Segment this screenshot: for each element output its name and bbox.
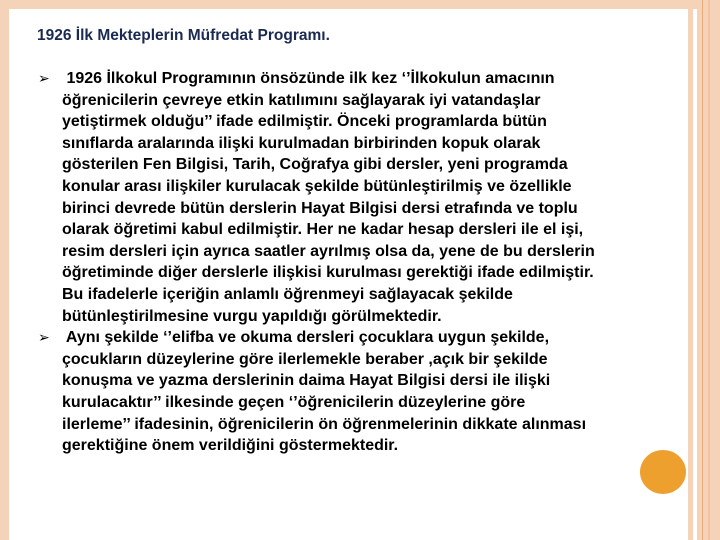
bullet-line [38, 435, 595, 457]
right-border-line [702, 0, 703, 540]
slide-title: 1926 İlk Mekteplerin Müfredat Programı. [37, 27, 330, 44]
bullet-line [38, 392, 595, 414]
bullet-text: yetiştirmek olduğu’’ ifade edilmiştir. Önceki programlarda bütün [62, 113, 547, 131]
bullet-line [38, 370, 595, 392]
bullet-text: sınıflarda aralarında ilişki kurulmadan birbirinden kopuk olarak [62, 134, 541, 152]
bullet-line [38, 219, 595, 241]
bullet-line [38, 327, 595, 349]
decorative-circle [640, 450, 686, 494]
bullet-line [38, 284, 595, 306]
bullet-text: olarak öğretimi kabul edilmiştir. Her ne kadar hesap dersleri ile el işi, [62, 221, 584, 239]
bullet-line [38, 198, 595, 220]
bullet-line [38, 133, 595, 155]
top-border [0, 0, 720, 9]
bullet-text: öğretiminde diğer derslerle ilişkisi kurulması gerektiği ifade edilmiştir. [62, 264, 594, 282]
bullet-text: Aynı şekilde ‘’elifba ve okuma dersleri çocuklara uygun şekilde, [62, 329, 550, 347]
right-border-stripe [688, 0, 693, 540]
bullet-text: ilerleme’’ ifadesinin, öğrenicilerin ön öğrenmelerinin dikkate alınması [62, 415, 587, 433]
arrow-bullet-icon: ➢ [38, 70, 50, 86]
right-border-line [708, 0, 710, 540]
bullet-line [38, 111, 595, 133]
bullet-line [38, 262, 595, 284]
bullet-line [38, 349, 595, 371]
bullet-text: gerektiğine önem verildiğini göstermektedir. [62, 437, 399, 455]
bullet-text: resim dersleri için ayrıca saatler ayrılmış olsa da, yene de bu derslerin [62, 242, 595, 260]
bullet-line [38, 241, 595, 263]
bullet-text: çocukların düzeylerine göre ilerlemekle beraber ,açık bir şekilde [62, 350, 548, 368]
bullet-item [38, 327, 595, 457]
slide-body [38, 68, 595, 457]
bullet-text: kurulacaktır’’ ilkesinde geçen ‘’öğrenicilerin düzeylerine göre [62, 393, 526, 411]
bullet-line [38, 414, 595, 436]
bullet-text: birinci devrede bütün derslerin Hayat Bilgisi dersi etrafında ve toplu [62, 199, 578, 217]
bullet-text: gösterilen Fen Bilgisi, Tarih, Coğrafya gibi dersler, yeni programda [62, 156, 568, 174]
bullet-text: Bu ifadelerle içeriğin anlamlı öğrenmeyi sağlayacak şekilde [62, 285, 513, 303]
bullet-text: bütünleştirilmesine vurgu yapıldığı görülmektedir. [62, 307, 442, 325]
left-border [0, 0, 9, 540]
bullet-line [38, 90, 595, 112]
bullet-text: konuşma ve yazma derslerinin daima Hayat Bilgisi dersi ile ilişki [62, 372, 551, 390]
bullet-item [38, 68, 595, 327]
bullet-text: öğrenicilerin çevreye etkin katılımını sağlayarak iyi vatandaşlar [62, 91, 541, 109]
bullet-text: 1926 İlkokul Programının önsözünde ilk kez ‘’İlkokulun amacının [62, 70, 555, 87]
bullet-line [38, 306, 595, 328]
bullet-line [38, 154, 595, 176]
bullet-text: konular arası ilişkiler kurulacak şekilde bütünleştirilmiş ve özellikle [62, 177, 572, 195]
arrow-bullet-icon: ➢ [38, 329, 50, 346]
bullet-line [38, 176, 595, 198]
bullet-line [38, 68, 595, 90]
